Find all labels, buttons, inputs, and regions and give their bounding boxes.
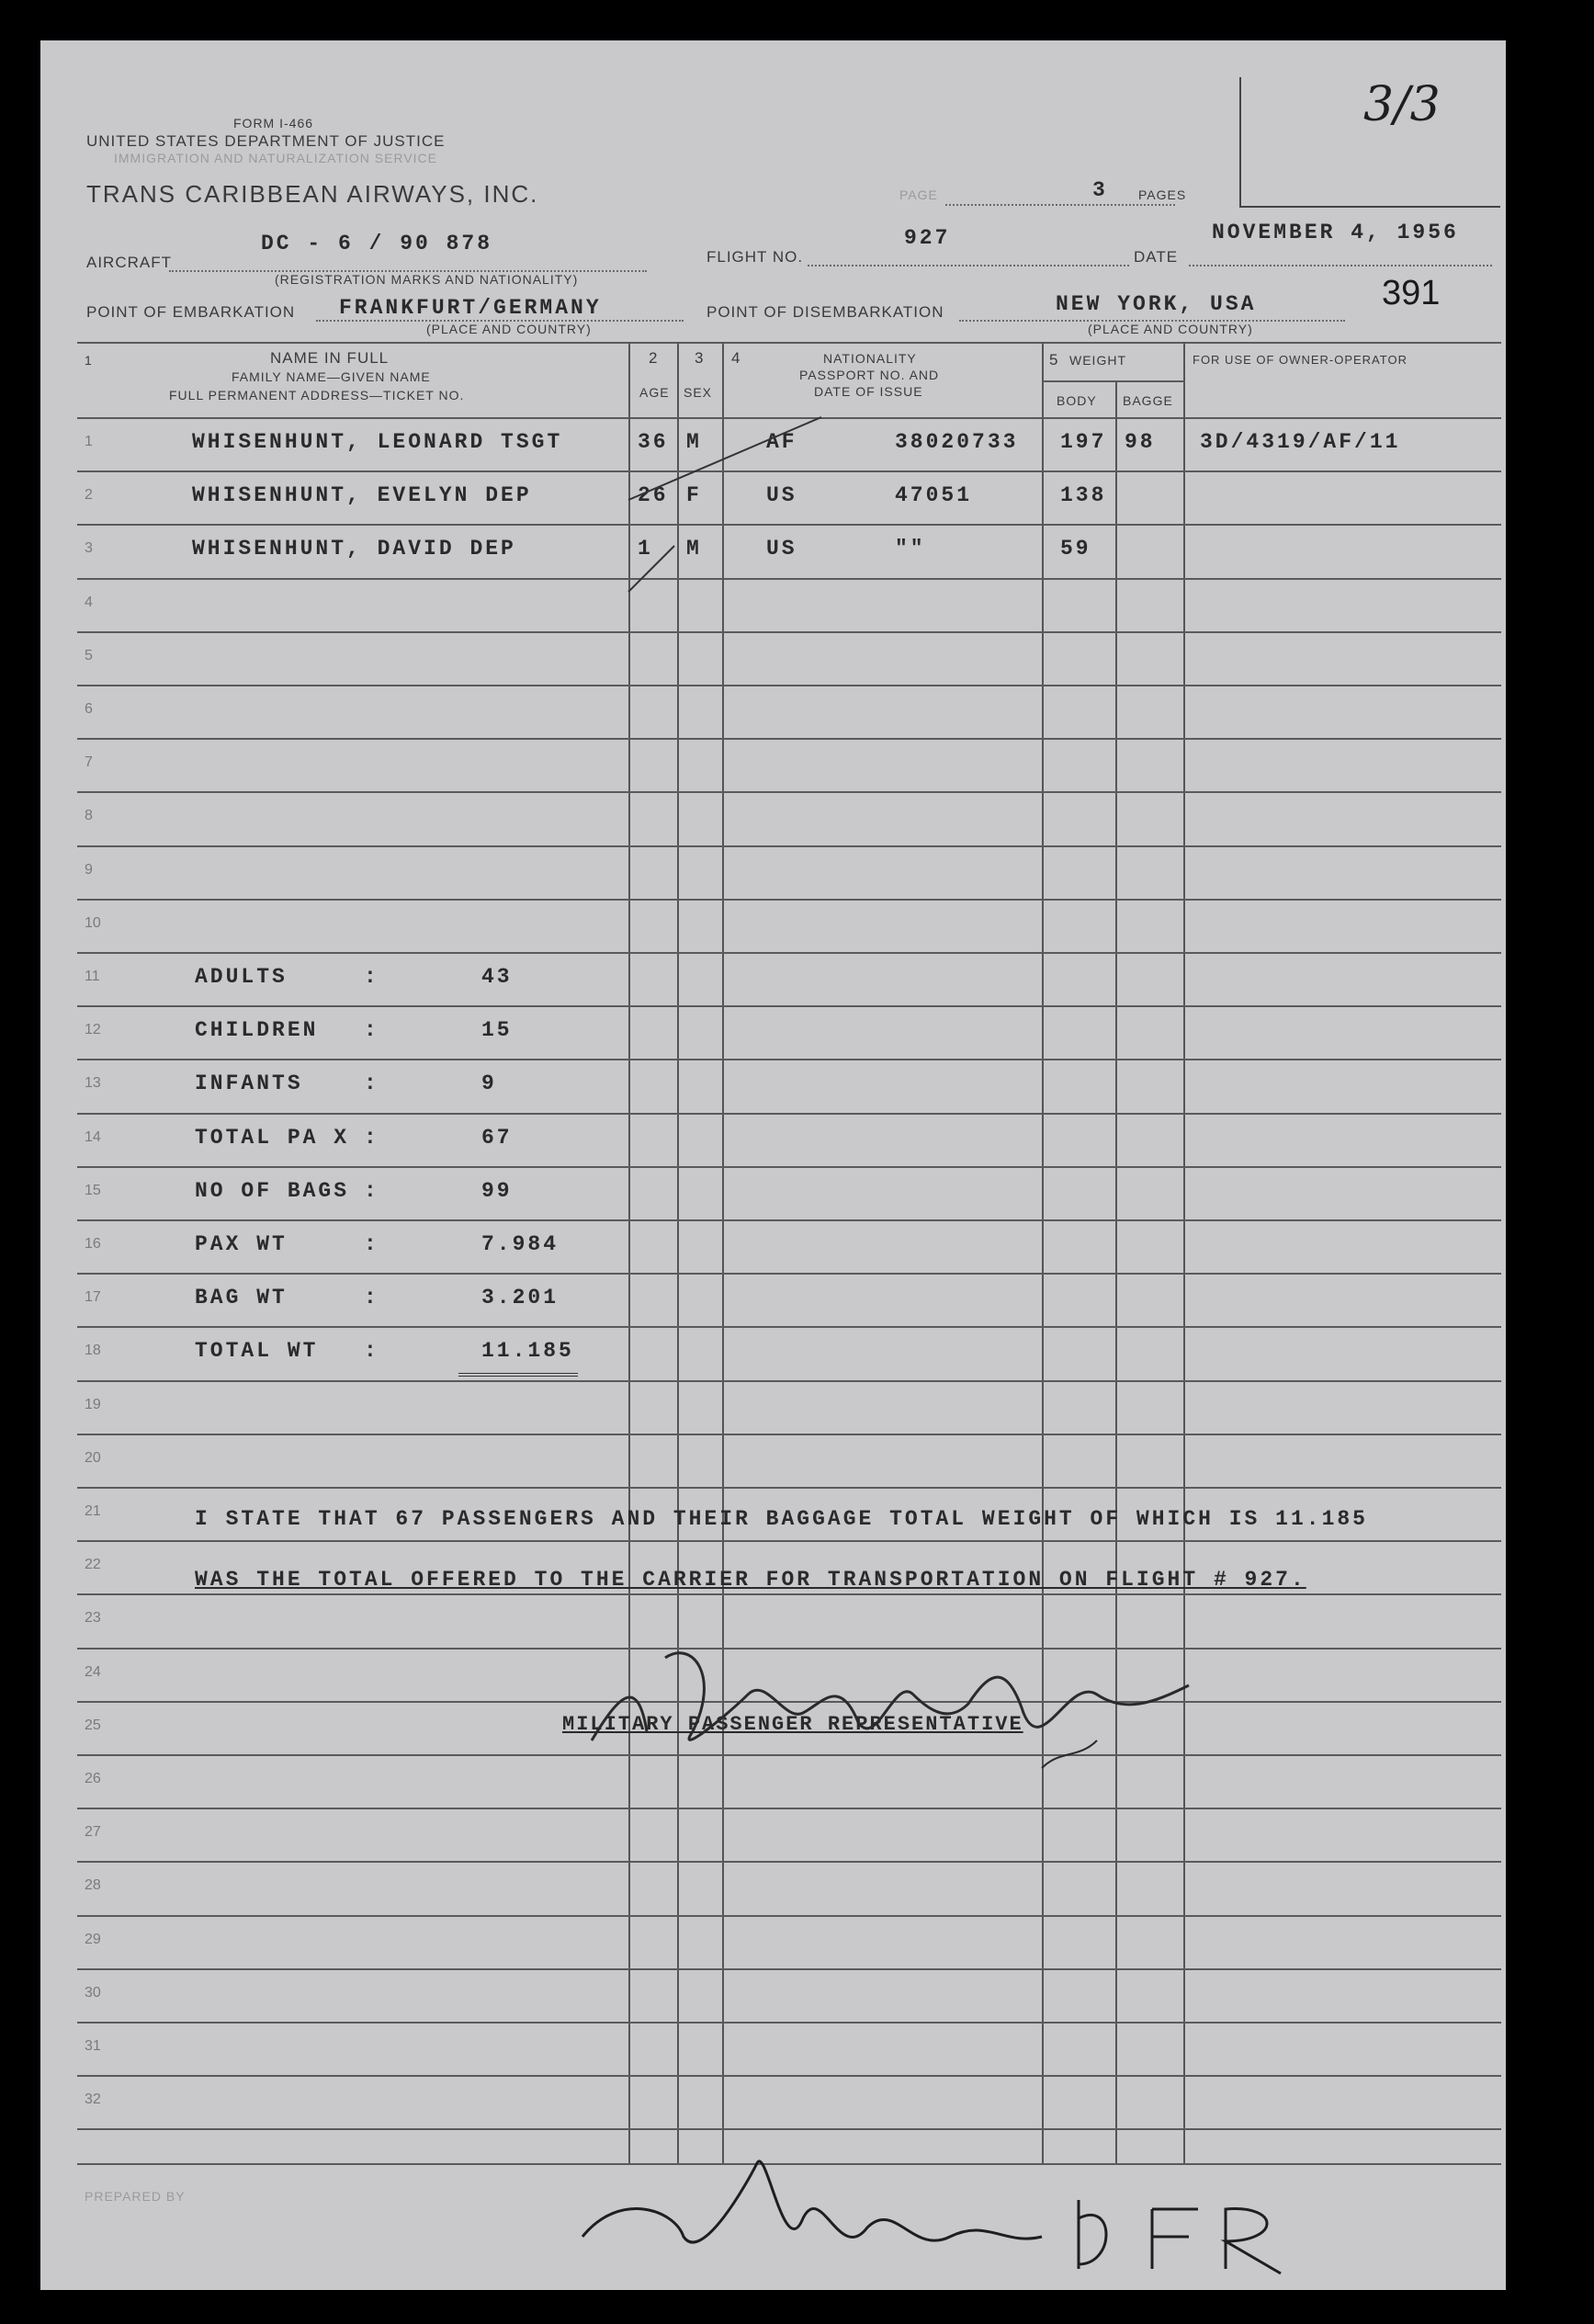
flight-label: FLIGHT NO.	[707, 248, 804, 266]
row-number: 1	[85, 434, 93, 449]
passenger-age: 26	[638, 483, 669, 507]
total-separator: :	[364, 1018, 379, 1042]
passenger-owner-code: 3D/4319/AF/11	[1200, 430, 1401, 454]
total-separator: :	[364, 965, 379, 989]
col5-number: 5	[1049, 351, 1059, 368]
statement-line-1: I STATE THAT 67 PASSENGERS AND THEIR BAGGAGE TOTAL WEIGHT OF WHICH IS 11.185	[195, 1507, 1368, 1531]
passenger-age: 36	[638, 430, 669, 454]
aircraft-label: AIRCRAFT	[86, 254, 172, 271]
embark-value: FRANKFURT/GERMANY	[339, 296, 602, 320]
col5-body: BODY	[1057, 393, 1097, 408]
service-name: IMMIGRATION AND NATURALIZATION SERVICE	[114, 151, 437, 165]
total-value: 43	[481, 965, 513, 989]
row-line	[77, 1915, 1501, 1917]
total-value: 7.984	[481, 1232, 560, 1256]
col3-title: SEX	[684, 385, 713, 400]
row-line	[77, 791, 1501, 793]
row-line	[77, 1593, 1501, 1595]
embark-label: POINT OF EMBARKATION	[86, 303, 296, 321]
row-number: 7	[85, 754, 93, 770]
total-separator: :	[364, 1232, 379, 1256]
row-number: 4	[85, 595, 93, 610]
disembark-sub: (PLACE AND COUNTRY)	[1088, 322, 1253, 336]
total-separator: :	[364, 1179, 379, 1203]
row-number: 15	[85, 1183, 101, 1198]
row-number: 11	[85, 969, 100, 984]
passenger-passport: 38020733	[895, 430, 1019, 454]
page-label: PAGE	[899, 187, 938, 202]
row-line	[77, 1113, 1501, 1115]
col6-title: FOR USE OF OWNER-OPERATOR	[1193, 353, 1407, 367]
total-separator: :	[364, 1286, 379, 1309]
total-label: INFANTS	[195, 1071, 303, 1095]
passenger-nationality: AF	[766, 430, 797, 454]
table-top-border	[77, 342, 1501, 344]
row-line	[77, 1487, 1501, 1489]
total-separator: :	[364, 1126, 379, 1150]
row-line	[77, 1540, 1501, 1542]
row-number: 10	[85, 915, 101, 931]
row-number: 22	[85, 1557, 101, 1572]
representative-signature	[582, 1621, 1226, 1786]
passenger-age: 1	[638, 537, 653, 561]
row-number: 28	[85, 1877, 101, 1893]
row-line	[77, 1380, 1501, 1382]
row-number: 18	[85, 1343, 101, 1358]
strike-line-1	[628, 417, 821, 500]
row-line	[77, 1434, 1501, 1435]
row-number: 3	[85, 540, 93, 556]
row-line	[77, 1059, 1501, 1060]
row-line	[77, 1005, 1501, 1007]
col5-title: WEIGHT	[1069, 353, 1126, 368]
passenger-bag-weight: 98	[1125, 430, 1156, 454]
row-line	[77, 1273, 1501, 1275]
signature-title: MILITARY PASSENGER REPRESENTATIVE	[562, 1713, 1023, 1736]
total-label: NO OF BAGS	[195, 1179, 350, 1203]
row-number: 31	[85, 2038, 101, 2054]
row-line	[77, 1326, 1501, 1328]
manifest-form	[40, 40, 1506, 2290]
col5-bag: BAGGE	[1123, 393, 1173, 408]
col2-number: 2	[649, 349, 659, 367]
row-number: 29	[85, 1932, 101, 1947]
form-number: FORM I-466	[233, 116, 314, 130]
pages-label: PAGES	[1138, 187, 1187, 202]
col1-sub1: FAMILY NAME—GIVEN NAME	[232, 369, 431, 384]
row-line	[77, 1861, 1501, 1863]
flight-value: 927	[904, 226, 951, 250]
row-line	[77, 952, 1501, 954]
passenger-body-weight: 197	[1060, 430, 1107, 454]
stamp-number: 391	[1382, 274, 1441, 312]
row-line	[77, 845, 1501, 847]
strike-line-2	[628, 546, 674, 592]
row-number: 17	[85, 1289, 101, 1305]
total-label: TOTAL WT	[195, 1339, 319, 1363]
passenger-nationality: US	[766, 537, 797, 561]
col2-title: AGE	[639, 385, 670, 400]
total-label: ADULTS	[195, 965, 288, 989]
total-value: 11.185	[481, 1339, 574, 1363]
row-number: 26	[85, 1771, 101, 1786]
total-value: 3.201	[481, 1286, 560, 1309]
agency-name: UNITED STATES DEPARTMENT OF JUSTICE	[86, 132, 446, 150]
row-number: 14	[85, 1129, 101, 1145]
total-label: CHILDREN	[195, 1018, 319, 1042]
row-line	[77, 1808, 1501, 1809]
row-number: 13	[85, 1075, 101, 1091]
row-line	[77, 738, 1501, 740]
embark-sub: (PLACE AND COUNTRY)	[426, 322, 592, 336]
row-line	[77, 631, 1501, 633]
passenger-passport: 47051	[895, 483, 973, 507]
row-line	[77, 1166, 1501, 1168]
passenger-body-weight: 59	[1060, 537, 1091, 561]
row-number: 16	[85, 1236, 101, 1252]
col-line-nationality	[722, 342, 724, 2164]
col-line-owner	[1183, 342, 1185, 2164]
passenger-passport: ""	[895, 537, 926, 561]
passenger-name: WHISENHUNT, DAVID DEP	[192, 537, 516, 561]
row-line	[77, 899, 1501, 901]
row-number: 19	[85, 1397, 101, 1412]
col-line-weight	[1042, 342, 1044, 2164]
row-line	[77, 1968, 1501, 1970]
total-separator: :	[364, 1339, 379, 1363]
total-value: 9	[481, 1071, 497, 1095]
col1-sub2: FULL PERMANENT ADDRESS—TICKET NO.	[169, 388, 465, 402]
prepared-by-label: PREPARED BY	[85, 2189, 186, 2204]
row-number: 27	[85, 1824, 101, 1840]
row-number: 23	[85, 1610, 101, 1626]
col-line-sex	[677, 342, 679, 2164]
total-label: TOTAL PA X	[195, 1126, 350, 1150]
date-label: DATE	[1134, 248, 1179, 266]
col4-sub1: PASSPORT NO. AND	[799, 368, 940, 382]
row-line	[77, 1219, 1501, 1221]
total-value: 99	[481, 1179, 513, 1203]
date-line	[1189, 265, 1492, 266]
disembark-label: POINT OF DISEMBARKATION	[707, 303, 944, 321]
col-line-age	[628, 342, 630, 2164]
passenger-nationality: US	[766, 483, 797, 507]
strike-marks	[619, 408, 840, 610]
passenger-sex: M	[686, 537, 702, 561]
col1-title: NAME IN FULL	[270, 349, 390, 367]
col4-sub2: DATE OF ISSUE	[814, 384, 923, 399]
statement-line-2: WAS THE TOTAL OFFERED TO THE CARRIER FOR TRANSPORTATION ON FLIGHT # 927.	[195, 1568, 1306, 1592]
total-value: 15	[481, 1018, 513, 1042]
disembark-value: NEW YORK, USA	[1056, 292, 1257, 316]
row-number: 20	[85, 1450, 101, 1466]
row-number: 21	[85, 1503, 101, 1519]
aircraft-sub: (REGISTRATION MARKS AND NATIONALITY)	[275, 272, 579, 287]
preparer-signature	[564, 2108, 1354, 2283]
row-number: 25	[85, 1717, 101, 1733]
passenger-sex: F	[686, 483, 702, 507]
col1-number: 1	[85, 353, 93, 368]
passenger-name: WHISENHUNT, LEONARD TSGT	[192, 430, 563, 454]
page-line	[945, 204, 1175, 206]
row-number: 24	[85, 1664, 101, 1680]
weight-sub-border	[1042, 380, 1185, 382]
row-line	[77, 2075, 1501, 2077]
passenger-sex: M	[686, 430, 702, 454]
row-line	[77, 685, 1501, 686]
row-number: 8	[85, 808, 93, 823]
row-number: 9	[85, 862, 93, 878]
date-value: NOVEMBER 4, 1956	[1212, 221, 1459, 244]
aircraft-value: DC - 6 / 90 878	[261, 232, 493, 255]
airline-name: TRANS CARIBBEAN AIRWAYS, INC.	[86, 180, 539, 208]
col4-number: 4	[731, 349, 741, 367]
col3-number: 3	[695, 349, 705, 367]
passenger-body-weight: 138	[1060, 483, 1107, 507]
passenger-name: WHISENHUNT, EVELYN DEP	[192, 483, 532, 507]
col4-title: NATIONALITY	[823, 351, 917, 366]
total-label: PAX WT	[195, 1232, 288, 1256]
row-number: 6	[85, 701, 93, 717]
row-number: 12	[85, 1022, 101, 1037]
row-number: 30	[85, 1985, 101, 2001]
total-value: 67	[481, 1126, 513, 1150]
corner-handwritten-note: 3/3	[1363, 77, 1441, 132]
row-number: 5	[85, 648, 93, 663]
flight-line	[808, 265, 1129, 266]
total-wt-underline	[458, 1373, 578, 1377]
page-total: 3	[1092, 178, 1108, 202]
row-number: 32	[85, 2092, 101, 2107]
row-line	[77, 2022, 1501, 2024]
total-separator: :	[364, 1071, 379, 1095]
row-number: 2	[85, 487, 93, 503]
total-label: BAG WT	[195, 1286, 288, 1309]
